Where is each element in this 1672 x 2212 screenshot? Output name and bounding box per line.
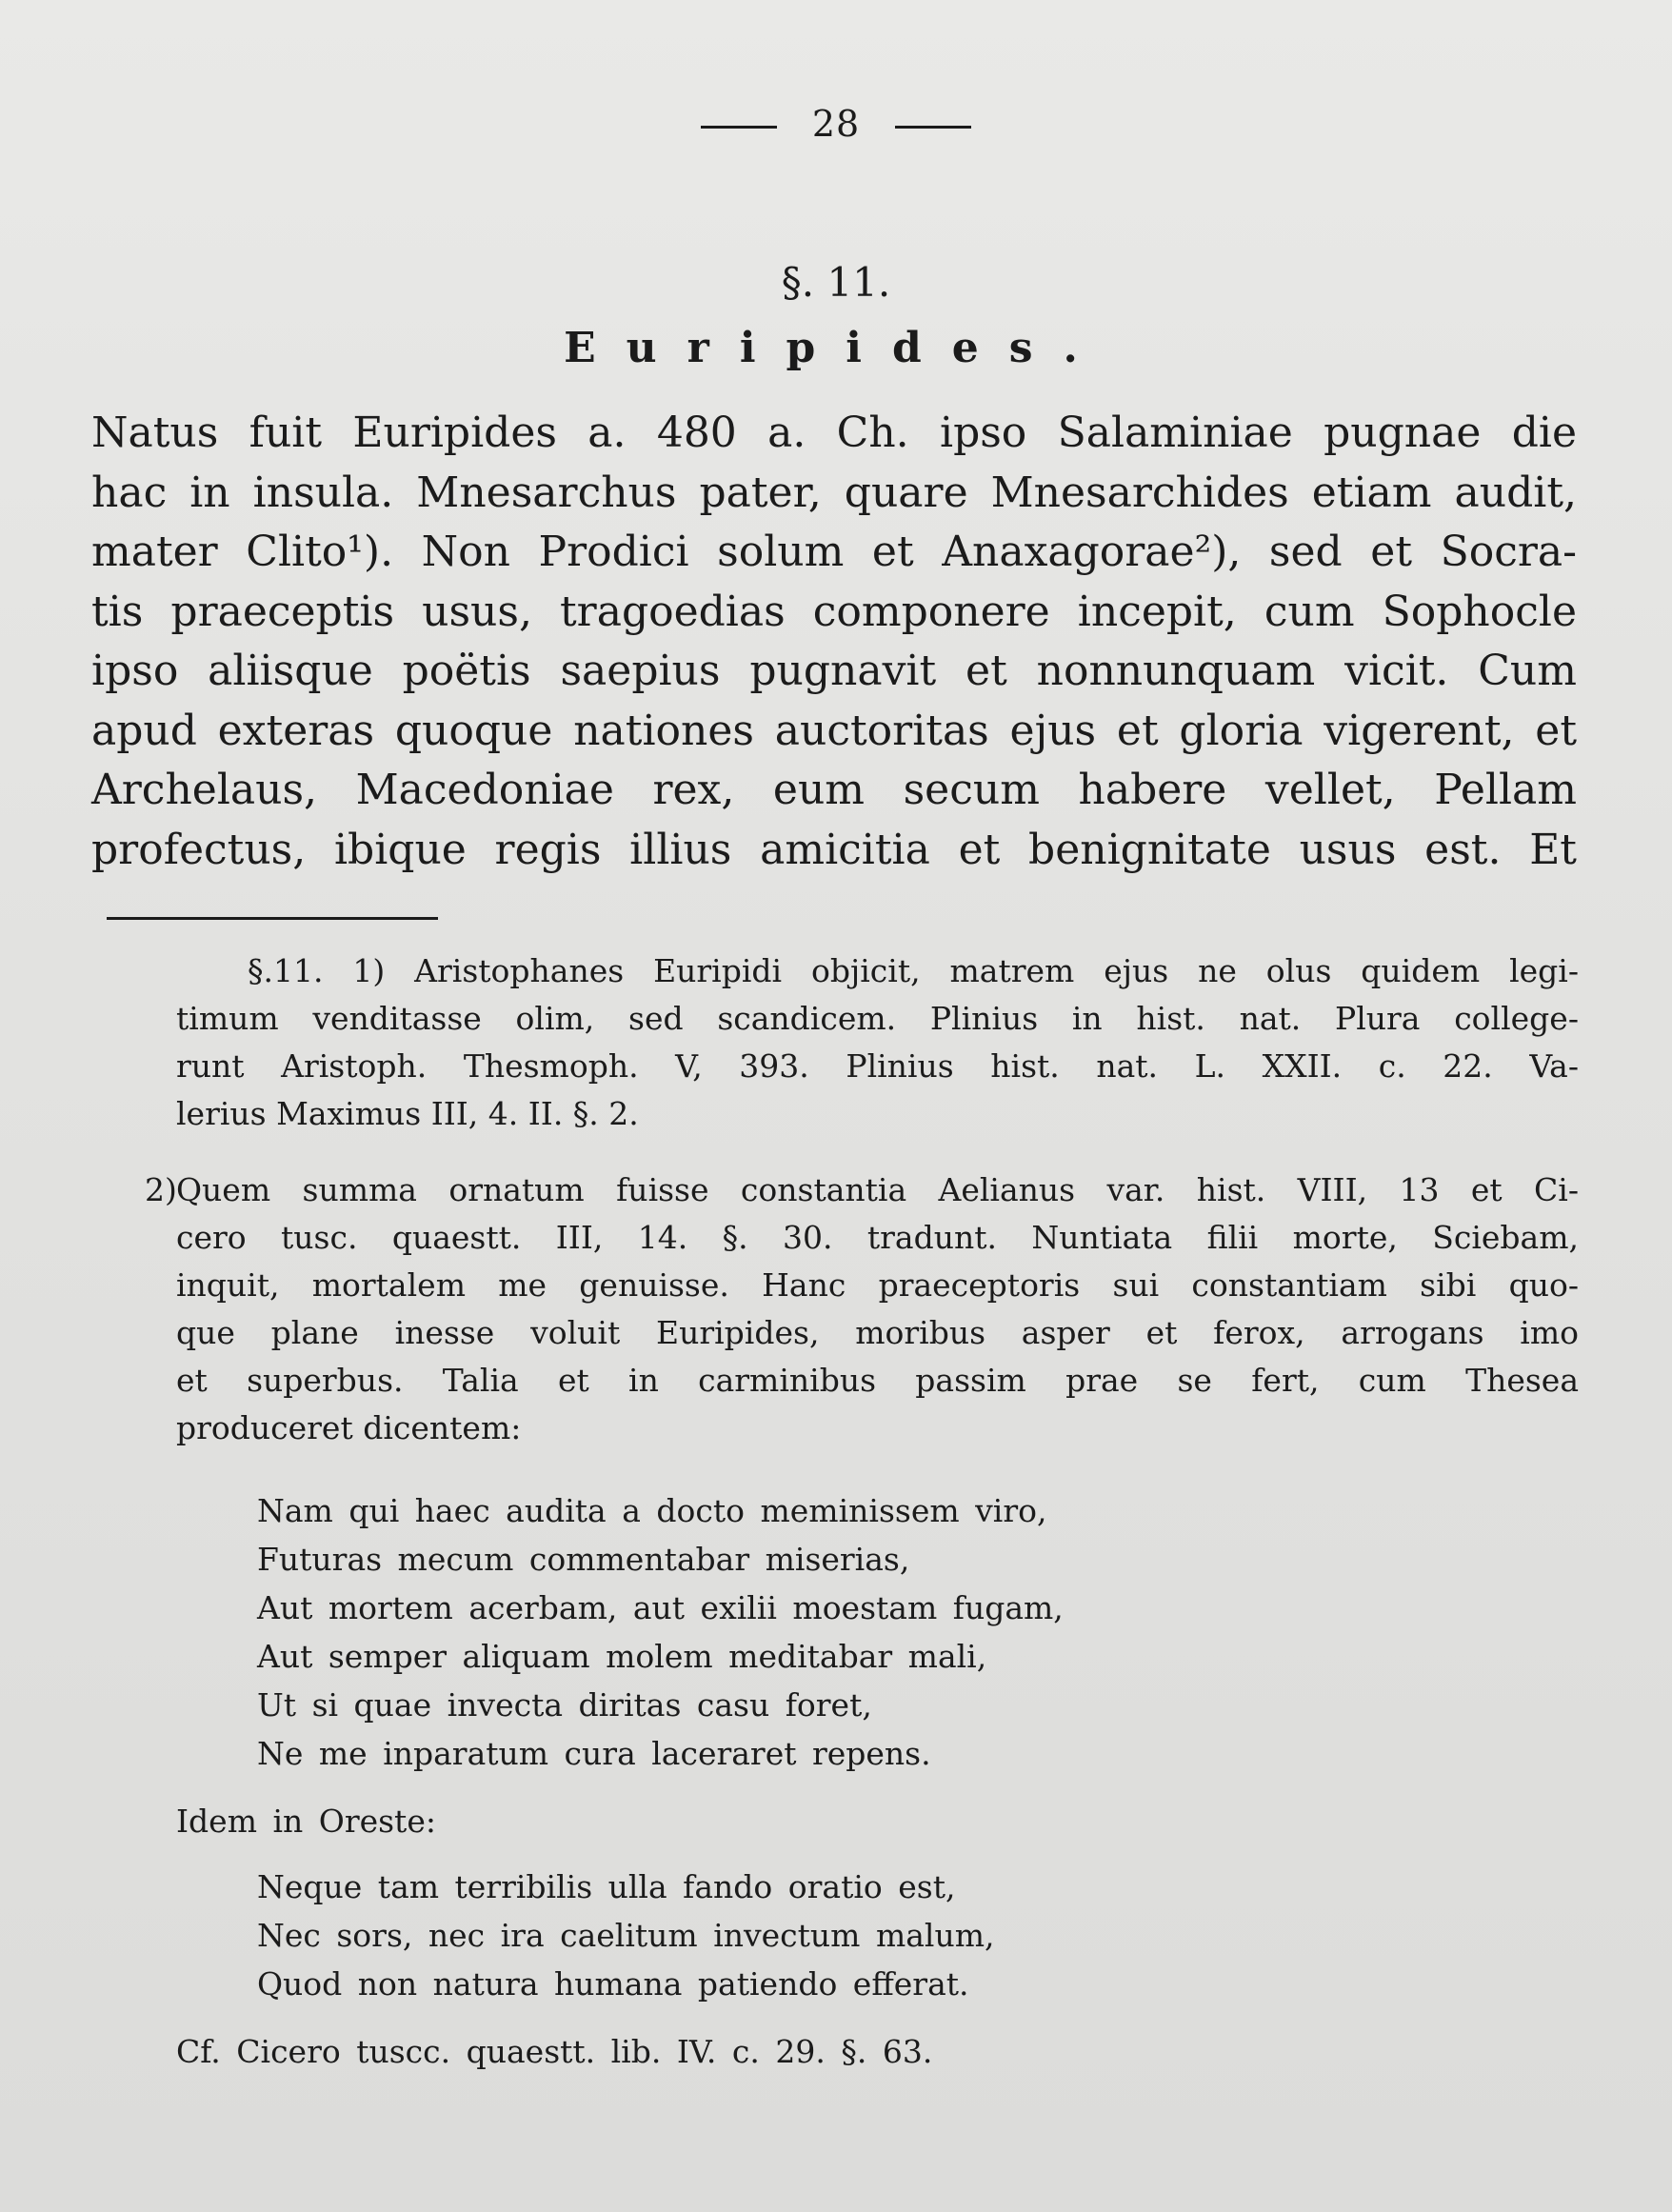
footnote-separator <box>107 917 438 920</box>
footnote-line: runt Aristoph. Thesmoph. V, 393. Plinius hist. nat. L. XXII. c. 22. Va- <box>176 1047 1579 1085</box>
footnote-line: produceret dicentem: <box>176 1409 522 1446</box>
verse-quote-2 <box>257 1863 995 2008</box>
footnote-1 <box>143 947 1579 1138</box>
footnote-2 <box>143 1166 1579 1452</box>
body-line: tis praeceptis usus, tragoedias componere incepit, cum Sophocle <box>91 587 1577 636</box>
idem-line: Idem in Oreste: <box>176 1803 436 1840</box>
verse-line: Quod non natura humana patiendo efferat. <box>257 1965 969 2003</box>
section-title: Euripides. <box>564 324 1108 372</box>
body-line: apud exteras quoque nationes auctoritas ejus et gloria vigerent, et <box>91 706 1577 755</box>
verse-line: Ne me inparatum cura laceraret repens. <box>257 1735 931 1772</box>
verse-line: Neque tam terribilis ulla fando oratio est, <box>257 1868 956 1905</box>
footnote-line: inquit, mortalem me genuisse. Hanc praeceptoris sui constantiam sibi quo- <box>176 1266 1579 1304</box>
body-line: profectus, ibique regis illius amicitia et benignitate usus est. Et <box>91 825 1577 874</box>
body-line: mater Clito¹). Non Prodici solum et Anaxagorae²), sed et Socra- <box>91 528 1577 576</box>
verse-quote-1 <box>257 1486 1064 1778</box>
footnote-2-number: 2) <box>145 1171 177 1208</box>
body-line: ipso aliisque poëtis saepius pugnavit et nonnunquam vicit. Cum <box>91 647 1577 695</box>
footnote-line: timum venditasse olim, sed scandicem. Plinius in hist. nat. Plura college- <box>176 1000 1579 1037</box>
header-dash-left <box>701 126 777 129</box>
verse-line: Aut mortem acerbam, aut exilii moestam fugam, <box>257 1589 1064 1626</box>
verse-line: Aut semper aliquam molem meditabar mali, <box>257 1638 987 1675</box>
footnote-line: §.11. 1) Aristophanes Euripidi objicit, matrem ejus ne olus quidem legi- <box>248 952 1579 989</box>
footnote-line: cero tusc. quaestt. III, 14. §. 30. tradunt. Nuntiata filii morte, Sciebam, <box>176 1219 1579 1256</box>
section-number: §. 11. <box>781 259 891 306</box>
body-line: hac in insula. Mnesarchus pater, quare Mnesarchides etiam audit, <box>91 468 1577 517</box>
verse-line: Ut si quae invecta diritas casu foret, <box>257 1686 872 1724</box>
body-line: Natus fuit Euripides a. 480 a. Ch. ipso Salaminiae pugnae die <box>91 409 1577 457</box>
footnote-line: et superbus. Talia et in carminibus passim prae se fert, cum Thesea <box>176 1362 1579 1399</box>
verse-line: Futuras mecum commentabar miserias, <box>257 1541 910 1578</box>
cf-reference: Cf. Cicero tuscc. quaestt. lib. IV. c. 29. §. 63. <box>176 2033 933 2070</box>
page-header <box>0 103 1672 145</box>
verse-line: Nec sors, nec ira caelitum invectum malum, <box>257 1917 995 1954</box>
footnote-line: lerius Maximus III, 4. II. §. 2. <box>176 1095 639 1132</box>
header-dash-right <box>895 126 971 129</box>
body-line: Archelaus, Macedoniae rex, eum secum habere vellet, Pellam <box>91 766 1577 814</box>
body-paragraph <box>91 404 1577 880</box>
footnote-line: Quem summa ornatum fuisse constantia Aelianus var. hist. VIII, 13 et Ci- <box>176 1171 1579 1208</box>
footnote-line: que plane inesse voluit Euripides, moribus asper et ferox, arrogans imo <box>176 1314 1579 1351</box>
page-number: 28 <box>811 103 861 145</box>
verse-line: Nam qui haec audita a docto meminissem viro, <box>257 1492 1047 1529</box>
